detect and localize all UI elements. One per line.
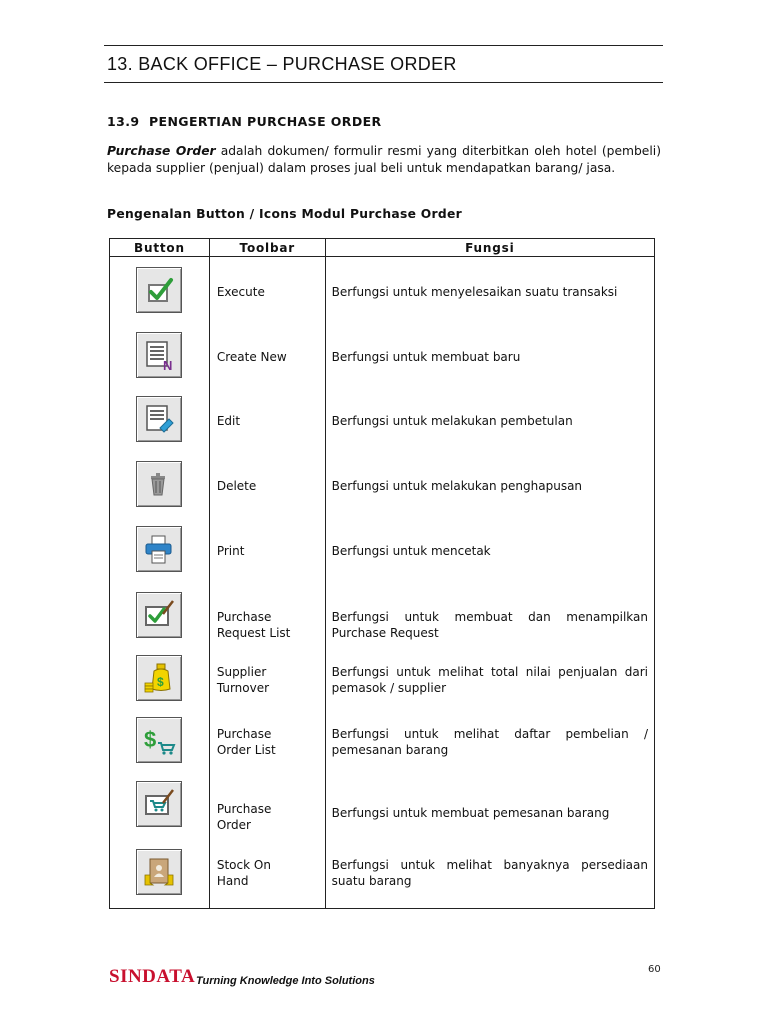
execute-check-icon[interactable] — [136, 267, 182, 313]
svg-text:$: $ — [157, 675, 165, 689]
table-row — [110, 327, 655, 387]
subheading: Pengenalan Button / Icons Modul Purchase Order — [107, 207, 463, 221]
button-cell — [110, 257, 210, 327]
fungsi-cell: Berfungsi untuk melakukan pembetulan — [325, 387, 654, 455]
toolbar-label: Edit — [216, 413, 241, 428]
top-rule — [104, 45, 663, 46]
table-row — [110, 839, 655, 909]
button-cell — [110, 773, 210, 839]
button-cell — [110, 711, 210, 773]
table-row — [110, 585, 655, 649]
fungsi-cell: Berfungsi untuk melihat banyaknya persediaan suatu barang — [325, 839, 654, 909]
button-cell — [110, 585, 210, 649]
money-bag-icon[interactable] — [136, 655, 182, 701]
table-row — [110, 455, 655, 517]
toolbar-cell — [209, 585, 325, 649]
table-row — [110, 387, 655, 455]
chapter-title: 13. BACK OFFICE – PURCHASE ORDER — [107, 54, 457, 74]
toolbar-cell — [209, 517, 325, 585]
header-toolbar: Toolbar — [209, 239, 325, 257]
toolbar-cell — [209, 649, 325, 711]
intro-text: adalah dokumen/ formulir resmi yang diterbitkan oleh hotel (pembeli) kepada supplier (penjual) dalam proses jual beli untuk mendapatkan barang/ jasa. — [107, 144, 661, 175]
dollar-cart-icon[interactable] — [136, 717, 182, 763]
svg-text:$: $ — [144, 727, 157, 752]
fungsi-cell: Berfungsi untuk membuat pemesanan barang — [325, 773, 654, 839]
fungsi-cell: Berfungsi untuk melihat daftar pembelian / pemesanan barang — [325, 711, 654, 773]
table-row — [110, 257, 655, 327]
button-cell — [110, 327, 210, 387]
svg-text:N: N — [163, 358, 173, 372]
toolbar-label: Purchase Order List — [216, 726, 276, 757]
header-fungsi: Fungsi — [325, 239, 654, 257]
button-cell — [110, 517, 210, 585]
toolbar-cell — [209, 773, 325, 839]
toolbar-label: Create New — [216, 349, 287, 364]
table-row — [110, 517, 655, 585]
button-cell — [110, 387, 210, 455]
fungsi-cell: Berfungsi untuk membuat baru — [325, 327, 654, 387]
button-cell — [110, 649, 210, 711]
button-cell — [110, 839, 210, 909]
toolbar-label: Delete — [216, 478, 257, 493]
toolbar-cell — [209, 387, 325, 455]
fungsi-cell: Berfungsi untuk melihat total nilai penjualan dari pemasok / supplier — [325, 649, 654, 711]
toolbar-label: Purchase Order — [216, 801, 272, 832]
table-row — [110, 711, 655, 773]
sindata-logo: SINDATA — [109, 966, 196, 987]
toolbar-label: Purchase Request List — [216, 609, 291, 640]
fungsi-cell: Berfungsi untuk mencetak — [325, 517, 654, 585]
fungsi-cell: Berfungsi untuk menyelesaikan suatu transaksi — [325, 257, 654, 327]
button-cell — [110, 455, 210, 517]
create-new-document-icon[interactable] — [136, 332, 182, 378]
header-button: Button — [110, 239, 210, 257]
footer-tagline: Turning Knowledge Into Solutions — [196, 975, 375, 987]
page-number: 60 — [648, 964, 661, 975]
stock-box-icon[interactable] — [136, 849, 182, 895]
toolbar-label: Stock On Hand — [216, 858, 271, 889]
table-row — [110, 773, 655, 839]
section-title: 13.9 PENGERTIAN PURCHASE ORDER — [107, 114, 382, 129]
purchase-request-list-icon[interactable] — [136, 592, 182, 638]
toolbar-label: Print — [216, 543, 245, 558]
table-header-row — [110, 239, 655, 257]
fungsi-cell: Berfungsi untuk melakukan penghapusan — [325, 455, 654, 517]
toolbar-cell — [209, 257, 325, 327]
intro-paragraph — [107, 143, 661, 176]
fungsi-cell: Berfungsi untuk membuat dan menampilkan Purchase Request — [325, 585, 654, 649]
purchase-order-cart-icon[interactable] — [136, 781, 182, 827]
intro-term: Purchase Order — [107, 144, 216, 158]
toolbar-label: Execute — [216, 284, 265, 299]
toolbar-cell — [209, 711, 325, 773]
table-row — [110, 649, 655, 711]
toolbar-cell — [209, 455, 325, 517]
toolbar-label: Supplier Turnover — [216, 664, 270, 695]
printer-icon[interactable] — [136, 526, 182, 572]
toolbar-cell — [209, 327, 325, 387]
edit-document-icon[interactable] — [136, 396, 182, 442]
trash-bin-icon[interactable] — [136, 461, 182, 507]
button-icons-table — [109, 238, 655, 909]
toolbar-cell — [209, 839, 325, 909]
title-rule — [104, 82, 663, 83]
